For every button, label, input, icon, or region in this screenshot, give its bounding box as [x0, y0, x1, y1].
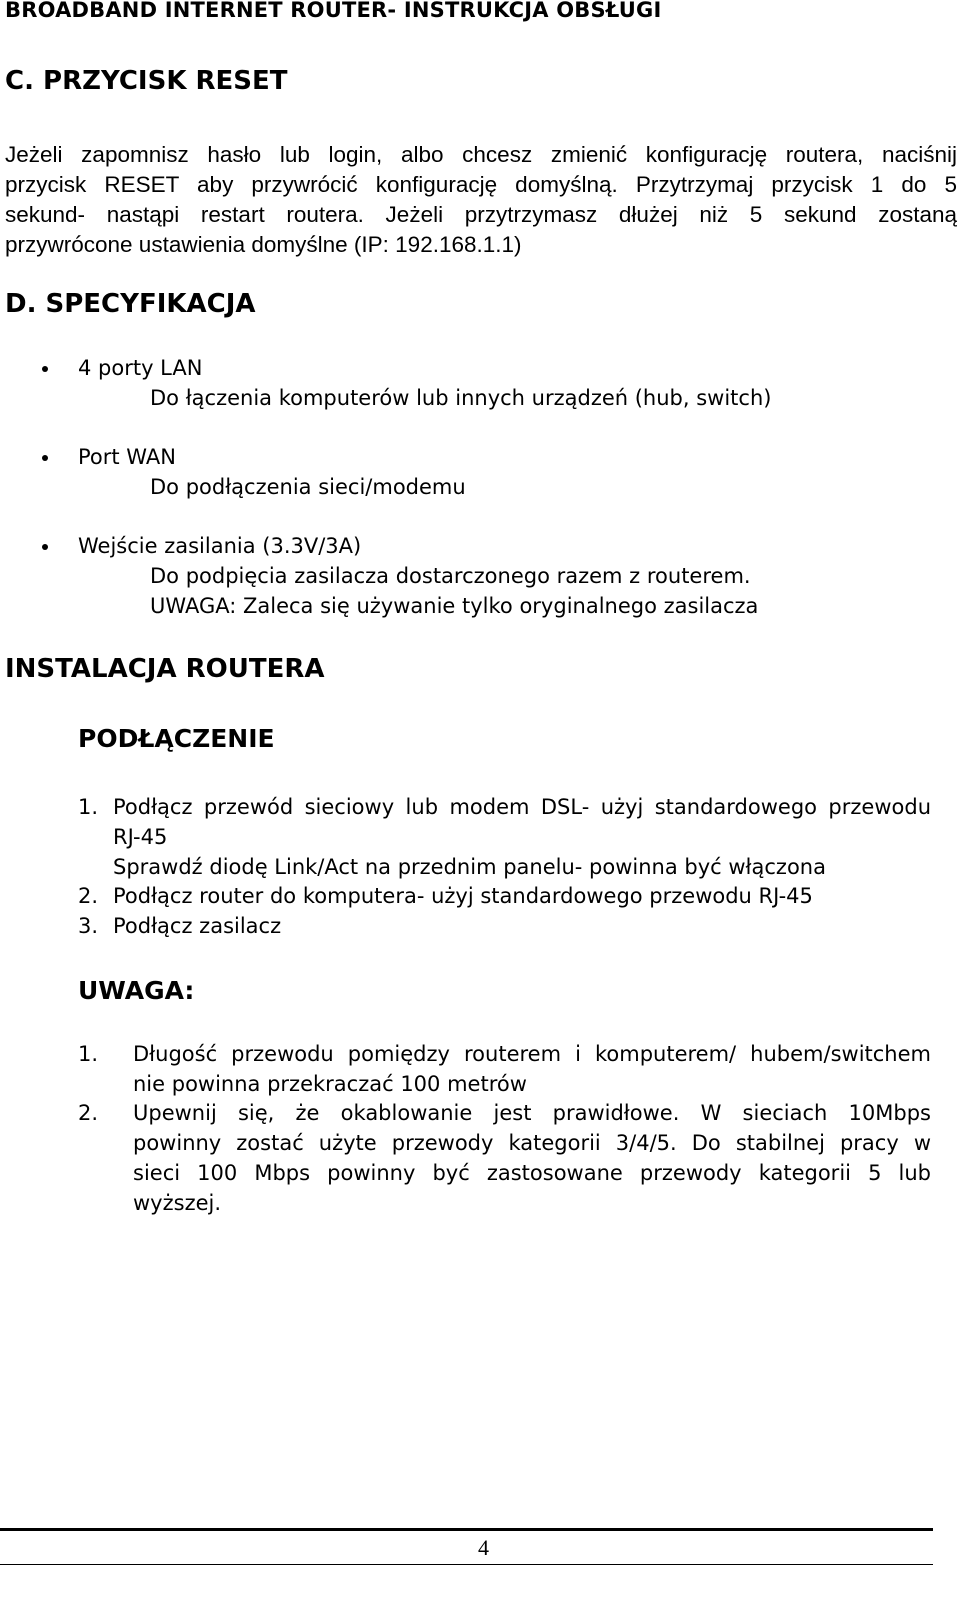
note-line: nie powinna przekraczać 100 metrów — [133, 1072, 527, 1096]
reset-paragraph — [5, 140, 957, 260]
note-line: sieci 100 Mbps powinny być zastosowane przewody kategorii 5 lub — [133, 1161, 931, 1185]
step-line: Sprawdź diodę Link/Act na przednim panelu- powinna być włączona — [113, 855, 826, 879]
spec-item-title: 4 porty LAN — [78, 356, 203, 380]
bullet-icon — [42, 544, 48, 550]
step-line: Podłącz router do komputera- użyj standardowego przewodu RJ-45 — [113, 884, 813, 908]
note-number: 1. — [78, 1042, 99, 1066]
note-number: 2. — [78, 1101, 99, 1125]
bullet-icon — [42, 455, 48, 461]
install-heading: INSTALACJA ROUTERA — [5, 654, 325, 684]
reset-line: przycisk RESET aby przywrócić konfigurację domyślną. Przytrzymaj przycisk 1 do 5 — [5, 172, 957, 197]
step-number: 2. — [78, 884, 99, 908]
spec-item-title: Wejście zasilania (3.3V/3A) — [78, 534, 362, 558]
reset-line: Jeżeli zapomnisz hasło lub login, albo chcesz zmienić konfigurację routera, naciśnij — [5, 142, 957, 167]
spec-item-desc: Do podpięcia zasilacza dostarczonego razem z routerem. — [150, 564, 751, 588]
reset-line: sekund- nastąpi restart routera. Jeżeli przytrzymasz dłużej niż 5 sekund zostaną — [5, 202, 957, 227]
step-number: 1. — [78, 795, 99, 819]
document-header: BROADBAND INTERNET ROUTER- INSTRUKCJA OBSŁUGI — [5, 0, 662, 22]
note-line: wyższej. — [133, 1191, 222, 1215]
note-line: Upewnij się, że okablowanie jest prawidłowe. W sieciach 10Mbps — [133, 1101, 931, 1125]
spec-item-warning: UWAGA: Zaleca się używanie tylko oryginalnego zasilacza — [150, 594, 759, 618]
footer-divider — [0, 1528, 933, 1531]
reset-heading: C. PRZYCISK RESET — [5, 66, 288, 96]
connect-heading: PODŁĄCZENIE — [78, 724, 275, 753]
note-heading: UWAGA: — [78, 976, 195, 1005]
step-number: 3. — [78, 914, 99, 938]
step-line: Podłącz zasilacz — [113, 914, 282, 938]
note-line: powinny zostać użyte przewody kategorii 3/4/5. Do stabilnej pracy w — [133, 1131, 931, 1155]
footer-divider-bottom — [0, 1564, 933, 1565]
page-number: 4 — [478, 1535, 489, 1560]
spec-item-title: Port WAN — [78, 445, 176, 469]
note-line: Długość przewodu pomiędzy routerem i komputerem/ hubem/switchem — [133, 1042, 931, 1066]
reset-line: przywrócone ustawienia domyślne (IP: 192.168.1.1) — [5, 232, 522, 257]
spec-item-desc: Do łączenia komputerów lub innych urządzeń (hub, switch) — [150, 386, 772, 410]
spec-heading: D. SPECYFIKACJA — [5, 289, 256, 319]
step-line: Podłącz przewód sieciowy lub modem DSL- użyj standardowego przewodu — [113, 795, 931, 819]
bullet-icon — [42, 366, 48, 372]
spec-item-desc: Do podłączenia sieci/modemu — [150, 475, 466, 499]
step-line: RJ-45 — [113, 825, 168, 849]
